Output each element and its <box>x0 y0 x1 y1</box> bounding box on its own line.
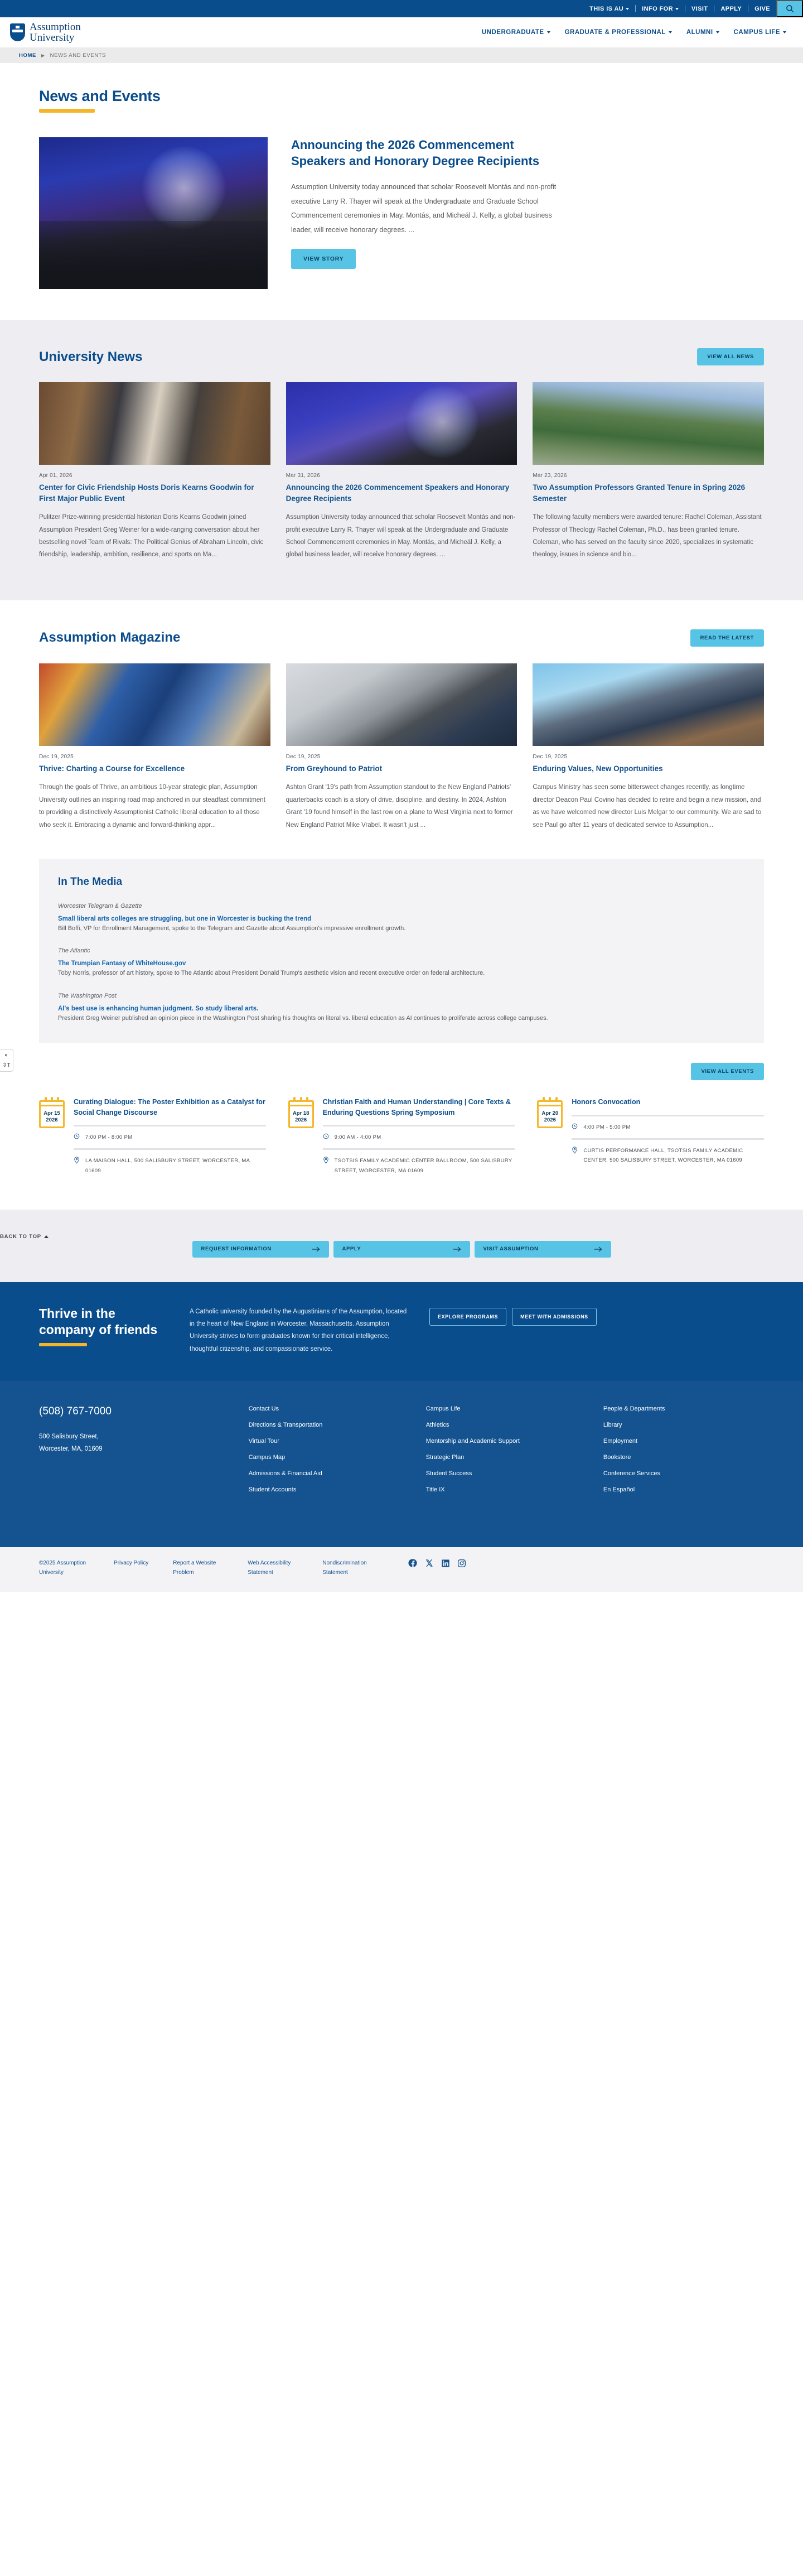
featured-story-image <box>39 137 268 289</box>
calendar-icon <box>537 1097 563 1128</box>
assumption-magazine-header <box>39 629 764 647</box>
request-information-button[interactable] <box>192 1241 329 1258</box>
news-card-title[interactable]: Announcing the 2026 Commencement Speakers and Honorary Degree Recipients <box>286 483 510 503</box>
chevron-down-icon <box>783 31 786 33</box>
facebook-link[interactable] <box>408 1558 418 1568</box>
event-location-row <box>323 1156 515 1175</box>
utility-links <box>583 5 776 12</box>
linkedin-link[interactable] <box>441 1558 450 1568</box>
breadcrumb-current: NEWS AND EVENTS <box>50 52 106 59</box>
university-news-header <box>39 348 764 365</box>
event-month-day: Apr 15 <box>43 1110 60 1116</box>
chevron-down-icon <box>669 31 672 33</box>
media-source: The Atlantic <box>58 947 90 955</box>
utility-item-label: APPLY <box>720 5 742 12</box>
privacy-policy-link[interactable]: Privacy Policy <box>114 1560 149 1567</box>
event-divider <box>572 1115 764 1116</box>
news-card-date: Apr 01, 2026 <box>39 473 72 479</box>
linkedin-icon <box>441 1559 450 1568</box>
magazine-card-description: Through the goals of Thrive, an ambitious 10-year strategic plan, Assumption University outlines an inspiring road map anchored in our steadfast commitment to providing a distinctively Assumptionist Catholic liberal education to all those who seek it. Embracing a dynamic and forward-thinking appr... <box>39 784 265 829</box>
event-location: CURTIS PERFORMANCE HALL, TSOTSIS FAMILY ACADEMIC CENTER, 500 SALISBURY STREET, WORCESTER, MA 01609 <box>583 1147 743 1163</box>
social-links <box>408 1558 466 1568</box>
nav-item-undergraduate[interactable] <box>482 29 550 36</box>
thrive-banner <box>0 1282 803 1381</box>
utility-item-give[interactable] <box>748 6 776 12</box>
event-item[interactable] <box>537 1097 764 1182</box>
footer-link-admissions-financial-aid[interactable]: Admissions & Financial Aid <box>248 1470 322 1477</box>
magazine-card[interactable] <box>533 663 764 831</box>
nav-item-label: UNDERGRADUATE <box>481 29 544 36</box>
news-card-image <box>533 382 764 465</box>
news-card-description: Assumption University today announced that scholar Roosevelt Montás and non-profit executive Larry R. Thayer will speak at the Undergraduate and Graduate School Commencement ceremonies in May. Montás, and Micheál J. Kelly, a global business leader, will receive honorary degrees. ... <box>286 514 516 558</box>
footer-link-campus-map[interactable]: Campus Map <box>248 1454 286 1461</box>
utility-item-label: THIS IS AU <box>589 5 624 12</box>
event-divider <box>74 1125 266 1126</box>
university-shield-icon <box>10 23 25 41</box>
in-the-media-wrapper <box>0 859 803 1043</box>
visit-assumption-button[interactable] <box>475 1241 611 1258</box>
thrive-body-text: A Catholic university founded by the Augustinians of the Assumption, located in the heart of New England in Worcester, Massachusetts. Assumption University strives to form graduates known for their critical intelligence, thoughtful citizenship, and compassionate service. <box>190 1308 407 1352</box>
footer-link-contact-us[interactable]: Contact Us <box>248 1405 279 1413</box>
media-blurb: Bill Boffi, VP for Enrollment Management, spoke to the Telegram and Gazette about Assumption's impressive enrollment growth. <box>58 925 406 932</box>
meet-with-admissions-button[interactable]: MEET WITH ADMISSIONS <box>512 1308 597 1326</box>
event-divider <box>323 1148 515 1150</box>
featured-story-title[interactable]: Announcing the 2026 Commencement Speakers and Honorary Degree Recipients <box>291 138 540 168</box>
magazine-card-date: Dec 19, 2025 <box>533 753 568 760</box>
main-header <box>0 17 803 47</box>
map-pin-icon <box>572 1147 578 1154</box>
view-all-news-button[interactable]: VIEW ALL NEWS <box>697 348 764 365</box>
footer-address-line-2: Worcester, MA, 01609 <box>39 1445 103 1452</box>
event-year: 2026 <box>46 1116 58 1123</box>
magazine-card[interactable] <box>286 663 517 831</box>
cta-label: APPLY <box>342 1246 361 1253</box>
back-to-top-label: BACK TO TOP <box>0 1233 41 1240</box>
event-location: LA MAISON HALL, 500 SALISBURY STREET, WORCESTER, MA 01609 <box>85 1158 250 1174</box>
chevron-down-icon <box>675 8 679 10</box>
event-item[interactable] <box>288 1097 515 1182</box>
media-source: The Washington Post <box>58 992 117 999</box>
event-time-row <box>74 1133 266 1142</box>
footer-contact-block <box>39 1405 232 1503</box>
event-time: 7:00 PM - 8:00 PM <box>85 1134 133 1141</box>
event-title[interactable]: Honors Convocation <box>572 1097 641 1106</box>
featured-story-description: Assumption University today announced that scholar Roosevelt Montás and non-profit executive Larry R. Thayer will speak at the Undergraduate and Graduate School Commencement ceremonies in May. Montás, and Micheál J. Kelly, a global business leader, will receive honorary degrees. ... <box>291 183 557 234</box>
event-time-row <box>572 1123 764 1132</box>
footer-link-employment[interactable]: Employment <box>603 1438 638 1445</box>
events-section <box>0 1043 803 1210</box>
magazine-card-title[interactable]: From Greyhound to Patriot <box>286 764 383 773</box>
utility-item-label: VISIT <box>691 5 708 12</box>
accessibility-widget[interactable] <box>0 1049 13 1072</box>
x-twitter-icon <box>425 1559 433 1567</box>
media-blurb: President Greg Weiner published an opinion piece in the Washington Post sharing his thoughts on literal vs. liberal education as AI continues to proliferate across college campuses. <box>58 1014 548 1022</box>
explore-programs-button[interactable]: EXPLORE PROGRAMS <box>429 1308 506 1326</box>
report-website-problem-link[interactable]: Report a Website Problem <box>173 1560 216 1576</box>
clock-icon <box>572 1123 578 1129</box>
utility-item-info-for[interactable] <box>636 6 685 12</box>
nav-item-label: GRADUATE & PROFESSIONAL <box>564 29 666 36</box>
footer-link-library[interactable]: Library <box>603 1422 622 1429</box>
arrow-right-icon <box>453 1246 461 1253</box>
media-item <box>58 993 745 1024</box>
media-headline-link[interactable]: The Trumpian Fantasy of WhiteHouse.gov <box>58 960 186 967</box>
featured-story <box>0 113 803 320</box>
copyright-text: ©2025 Assumption University <box>39 1560 86 1576</box>
cta-button-row <box>0 1241 803 1258</box>
thrive-heading: Thrive in the company of friends <box>39 1306 158 1337</box>
footer-phone[interactable]: (508) 767-7000 <box>39 1405 112 1418</box>
title-underline-accent <box>39 109 95 113</box>
back-to-top-link[interactable] <box>0 1234 49 1240</box>
event-divider <box>74 1148 266 1150</box>
utility-item-label: GIVE <box>754 5 770 12</box>
footer-address <box>39 1431 232 1455</box>
utility-item-label: INFO FOR <box>642 5 673 12</box>
nav-item-label: CAMPUS LIFE <box>733 29 780 36</box>
contrast-icon[interactable]: ◐ <box>4 1052 8 1058</box>
footer-link-mentorship-academic-support[interactable]: Mentorship and Academic Support <box>425 1438 520 1445</box>
utility-item-apply[interactable] <box>714 6 748 12</box>
event-location: TSOTSIS FAMILY ACADEMIC CENTER BALLROOM, 500 SALISBURY STREET, WORCESTER, MA 01609 <box>334 1158 512 1174</box>
web-accessibility-statement-link[interactable]: Web Accessibility Statement <box>248 1560 291 1576</box>
sub-footer <box>0 1547 803 1592</box>
event-month-day: Apr 20 <box>541 1110 559 1116</box>
news-card[interactable] <box>39 382 270 561</box>
arrow-right-icon <box>312 1246 320 1253</box>
breadcrumb-home[interactable]: HOME <box>19 52 36 59</box>
media-headline-link[interactable]: AI's best use is enhancing human judgment. So study liberal arts. <box>58 1005 259 1012</box>
x-twitter-link[interactable] <box>424 1558 434 1568</box>
in-the-media-section <box>39 859 764 1043</box>
cta-label: REQUEST INFORMATION <box>201 1246 272 1253</box>
in-the-media-title: In The Media <box>58 876 123 888</box>
footer-link-title-ix[interactable]: Title IX <box>425 1486 445 1494</box>
news-card-description: Pulitzer Prize-winning presidential historian Doris Kearns Goodwin joined Assumption President Greg Weiner for a wide-ranging conversation about her bestselling novel Team of Rivals: The Political Genius of Abraham Lincoln, civic friendship, leadership, ambition, resilience, and sports on Ma... <box>39 514 264 558</box>
utility-bar <box>0 0 803 17</box>
footer-link-en-espanol[interactable]: En Español <box>603 1486 635 1494</box>
breadcrumb <box>0 47 803 63</box>
footer-link-athletics[interactable]: Athletics <box>425 1422 449 1429</box>
breadcrumb-separator-icon: ▶ <box>41 52 45 58</box>
news-card[interactable] <box>286 382 517 561</box>
magazine-card[interactable] <box>39 663 270 831</box>
news-card-title[interactable]: Two Assumption Professors Granted Tenure in Spring 2026 Semester <box>533 483 746 503</box>
news-card-title[interactable]: Center for Civic Friendship Hosts Doris Kearns Goodwin for First Major Public Event <box>39 483 254 503</box>
instagram-link[interactable] <box>457 1558 466 1568</box>
thrive-underline-accent <box>39 1343 87 1346</box>
news-card-description: The following faculty members were awarded tenure: Rachel Coleman, Assistant Professor of Theology Rachel Coleman, Ph.D., has been granted tenure. Coleman, who has served on the faculty since 2020, specializes in systematic theology, issues in science and bio... <box>533 514 762 558</box>
map-pin-icon <box>323 1157 329 1164</box>
event-month-day: Apr 18 <box>292 1110 309 1116</box>
news-card-image <box>286 382 517 465</box>
chevron-down-icon <box>716 31 719 33</box>
event-year: 2026 <box>295 1116 307 1123</box>
page-title: News and Events <box>39 88 161 104</box>
news-card-image <box>39 382 270 465</box>
event-time: 9:00 AM - 4:00 PM <box>334 1134 381 1141</box>
event-title[interactable]: Curating Dialogue: The Poster Exhibition as a Catalyst for Social Change Discourse <box>74 1097 265 1116</box>
site-footer <box>0 1381 803 1547</box>
nav-item-campus-life[interactable] <box>734 29 786 36</box>
brand-line-1: Assumption <box>30 21 81 33</box>
footer-column-2 <box>426 1405 587 1503</box>
logo-home-link[interactable] <box>10 22 81 44</box>
event-location-row <box>572 1146 764 1165</box>
footer-column-1 <box>249 1405 409 1503</box>
utility-item-visit[interactable] <box>685 6 714 12</box>
university-news-section <box>0 320 803 600</box>
magazine-card-date: Dec 19, 2025 <box>286 753 321 760</box>
event-divider <box>572 1138 764 1140</box>
university-news-grid <box>39 382 764 561</box>
events-grid <box>39 1097 764 1182</box>
cta-label: VISIT ASSUMPTION <box>483 1246 539 1253</box>
footer-link-bookstore[interactable]: Bookstore <box>603 1454 631 1461</box>
cta-section <box>0 1210 803 1282</box>
footer-link-student-accounts[interactable]: Student Accounts <box>248 1486 297 1494</box>
assumption-magazine-title: Assumption Magazine <box>39 630 181 646</box>
magazine-card-image <box>39 663 270 746</box>
main-navigation <box>482 29 786 36</box>
footer-link-conference-services[interactable]: Conference Services <box>603 1470 660 1477</box>
arrow-right-icon <box>594 1246 602 1253</box>
event-year: 2026 <box>544 1116 556 1123</box>
news-card-date: Mar 31, 2026 <box>286 473 320 479</box>
chevron-up-icon <box>44 1235 49 1238</box>
calendar-icon <box>39 1097 65 1128</box>
footer-link-virtual-tour[interactable]: Virtual Tour <box>248 1438 279 1445</box>
event-item[interactable] <box>39 1097 266 1182</box>
featured-story-content <box>268 137 580 269</box>
event-location-row <box>74 1156 266 1175</box>
view-all-events-button[interactable]: VIEW ALL EVENTS <box>691 1063 764 1080</box>
clock-icon <box>74 1133 80 1139</box>
media-item <box>58 903 745 934</box>
footer-link-student-success[interactable]: Student Success <box>425 1470 472 1477</box>
media-blurb: Toby Norris, professor of art history, spoke to The Atlantic about President Donald Trump's aesthetic vision and recent executive order on federal architecture. <box>58 970 485 977</box>
magazine-card-title[interactable]: Thrive: Charting a Course for Excellence <box>39 764 185 773</box>
search-button[interactable] <box>776 0 803 17</box>
assumption-magazine-section <box>0 600 803 859</box>
footer-column-3 <box>603 1405 764 1503</box>
page-title-section <box>0 63 803 113</box>
news-card[interactable] <box>533 382 764 561</box>
chevron-down-icon <box>547 31 550 33</box>
footer-address-line-1: 500 Salisbury Street, <box>39 1433 99 1441</box>
chevron-down-icon <box>626 8 629 10</box>
magazine-card-image <box>533 663 764 746</box>
footer-link-directions-transportation[interactable]: Directions & Transportation <box>248 1422 323 1429</box>
media-item <box>58 947 745 979</box>
instagram-icon <box>457 1559 466 1568</box>
text-size-icon[interactable]: ⇳T <box>2 1062 11 1068</box>
apply-button[interactable] <box>333 1241 470 1258</box>
media-headline-link[interactable]: Small liberal arts colleges are struggling, but one in Worcester is bucking the trend <box>58 916 312 923</box>
event-title[interactable]: Christian Faith and Human Understanding | Core Texts & Enduring Questions Spring Symposium <box>322 1097 511 1116</box>
media-source: Worcester Telegram & Gazette <box>58 903 142 910</box>
facebook-icon <box>408 1558 418 1568</box>
magazine-card-date: Dec 19, 2025 <box>39 753 74 760</box>
events-header <box>39 1063 764 1080</box>
utility-item-this-is-au[interactable] <box>583 6 635 12</box>
magazine-card-description: Ashton Grant '19's path from Assumption standout to the New England Patriots' quarterbacks coach is a story of drive, discipline, and destiny. In 2024, Ashton Grant '19 found himself in the last row on a plane to West Virginia next to former New England Patriot Mike Vrabel. It wasn't just ... <box>286 784 513 829</box>
thrive-button-row <box>429 1306 597 1326</box>
brand-name <box>30 22 81 44</box>
search-icon <box>786 4 794 13</box>
magazine-card-title[interactable]: Enduring Values, New Opportunities <box>533 764 663 773</box>
thrive-heading-block <box>39 1306 167 1347</box>
footer-link-campus-life[interactable]: Campus Life <box>425 1405 461 1413</box>
footer-link-people-departments[interactable]: People & Departments <box>603 1405 665 1413</box>
university-news-title: University News <box>39 349 143 364</box>
footer-link-strategic-plan[interactable]: Strategic Plan <box>425 1454 465 1461</box>
brand-line-2: University <box>30 32 75 44</box>
event-time-row <box>323 1133 515 1142</box>
magazine-card-description: Campus Ministry has seen some bittersweet changes recently, as longtime director Deacon Paul Covino has decided to retire and begin a new mission, and as we have welcomed new director Luis Melgar to our community. We are sad to see Paul go after 11 years of dedicated service to Assumption... <box>533 784 762 829</box>
assumption-magazine-grid <box>39 663 764 831</box>
map-pin-icon <box>74 1157 80 1164</box>
nav-item-alumni[interactable] <box>686 29 719 36</box>
event-time: 4:00 PM - 5:00 PM <box>583 1124 631 1130</box>
nondiscrimination-statement-link[interactable]: Nondiscrimination Statement <box>322 1560 367 1576</box>
nav-item-graduate-professional[interactable] <box>565 29 672 36</box>
view-story-button[interactable]: VIEW STORY <box>291 249 356 269</box>
nav-item-label: ALUMNI <box>686 29 713 36</box>
magazine-card-image <box>286 663 517 746</box>
read-the-latest-button[interactable]: READ THE LATEST <box>690 629 764 647</box>
calendar-icon <box>288 1097 314 1128</box>
clock-icon <box>323 1133 329 1139</box>
news-card-date: Mar 23, 2026 <box>533 473 567 479</box>
event-divider <box>323 1125 515 1126</box>
